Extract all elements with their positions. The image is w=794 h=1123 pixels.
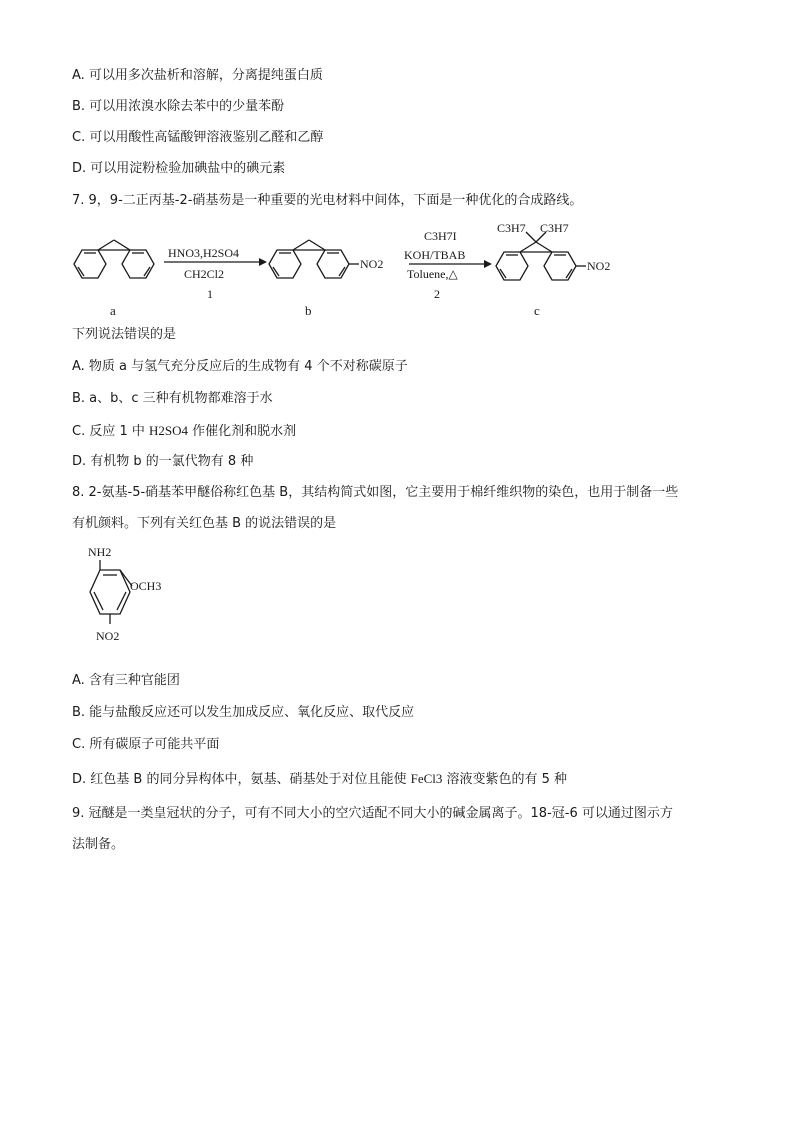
q7-option-c-post: 作催化剂和脱水剂: [188, 424, 297, 439]
q7-prompt: 下列说法错误的是: [72, 327, 177, 342]
nitro-group-c: NO2: [587, 259, 611, 273]
amino-group: NH2: [88, 545, 112, 559]
label-b: b: [305, 303, 312, 318]
nitro-group-b: NO2: [360, 257, 384, 271]
q7-option-d: D. 有机物 b 的一氯代物有 8 种: [72, 454, 254, 469]
q9-stem-line2: 法制备。: [72, 837, 125, 852]
q6-option-b: B. 可以用浓溴水除去苯中的少量苯酚: [72, 99, 285, 114]
q9-stem-line1: 9. 冠醚是一类皇冠状的分子，可有不同大小的空穴适配不同大小的碱金属离子。18-冠-6 可以通过图示方: [72, 806, 673, 821]
nitrofluorene-b-structure: [269, 240, 359, 278]
step1-reagents-top: HNO3,H2SO4: [168, 246, 240, 260]
q7-synthesis-scheme: [64, 220, 664, 330]
q6-option-a: A. 可以用多次盐析和溶解，分离提纯蛋白质: [72, 68, 323, 83]
step1-reagents-bottom: CH2Cl2: [184, 267, 225, 281]
q8-stem-line1: 8. 2-氨基-5-硝基苯甲醚俗称红色基 B，其结构简式如图，它主要用于棉纤维织物的染色，也用于制备一些: [72, 485, 679, 500]
nitro-group: NO2: [96, 629, 120, 643]
arrow-1-head: [259, 258, 267, 266]
q8-option-d: [72, 770, 567, 789]
q6-option-d: D. 可以用淀粉检验加碘盐中的碘元素: [72, 161, 286, 176]
arrow-2-head: [484, 260, 492, 268]
propyl-group-left: C3H7: [497, 221, 526, 235]
step1-number: 1: [207, 287, 213, 301]
step2-number: 2: [434, 287, 440, 301]
dipropyl-nitrofluorene-c-structure: [496, 232, 586, 280]
q6-option-c: C. 可以用酸性高锰酸钾溶液鉴别乙醛和乙醇: [72, 130, 324, 145]
methoxy-group: OCH3: [130, 579, 162, 593]
q8-option-a: A. 含有三种官能团: [72, 673, 180, 688]
propyl-group-right: C3H7: [540, 221, 569, 235]
q8-option-d-pre: D. 红色基 B 的同分异构体中，氨基、硝基处于对位且能使: [72, 772, 411, 787]
q8-stem-line2: 有机颜料。下列有关红色基 B 的说法错误的是: [72, 516, 337, 531]
q8-option-b: B. 能与盐酸反应还可以发生加成反应、氧化反应、取代反应: [72, 705, 415, 720]
label-a: a: [110, 303, 116, 318]
q8-structure-red-base-b: [70, 540, 210, 655]
fluorene-a-structure: [74, 240, 154, 278]
q7-option-c-pre: C. 反应 1 中: [72, 424, 150, 439]
step2-reagent-3: Toluene,△: [407, 267, 458, 281]
step2-reagent-1: C3H7I: [424, 229, 457, 243]
q7-stem: 7. 9，9-二正丙基-2-硝基芴是一种重要的光电材料中间体，下面是一种优化的合成路线。: [72, 193, 583, 208]
benzene-ring: [90, 560, 132, 624]
q8-option-d-formula: FeCl3: [410, 771, 443, 786]
q7-option-c: [72, 422, 296, 441]
q7-option-b: B. a、b、c 三种有机物都难溶于水: [72, 391, 273, 406]
step2-reagent-2: KOH/TBAB: [404, 248, 466, 262]
label-c: c: [534, 303, 540, 318]
q7-option-c-formula: H2SO4: [149, 423, 189, 438]
q8-option-d-post: 溶液变紫色的有 5 种: [442, 772, 568, 787]
q7-option-a: A. 物质 a 与氢气充分反应后的生成物有 4 个不对称碳原子: [72, 359, 408, 374]
q8-option-c: C. 所有碳原子可能共平面: [72, 737, 220, 752]
